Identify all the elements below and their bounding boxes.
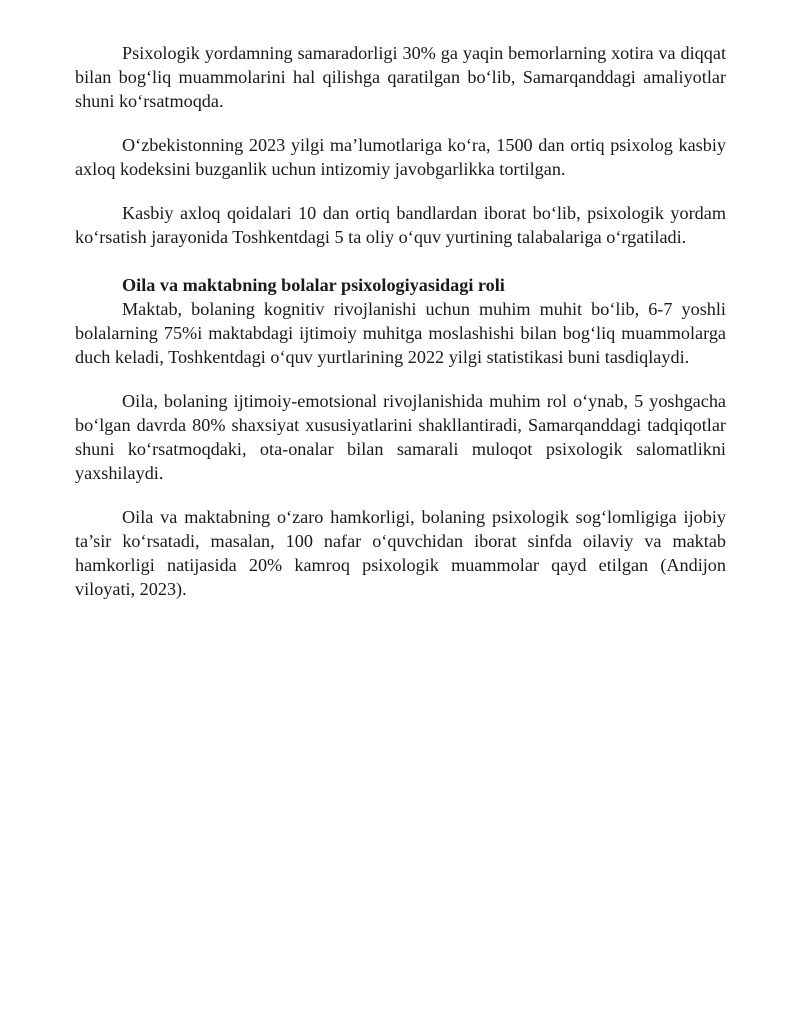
section-heading: Oila va maktabning bolalar psixologiyasidagi roli	[122, 275, 505, 295]
paragraph-ethics-violations-2023: O‘zbekistonning 2023 yilgi ma’lumotlariga ko‘ra, 1500 dan ortiq psixolog kasbiy axloq kodeksini buzganlik uchun intizomiy javobgarlikka tortilgan.	[75, 135, 726, 179]
paragraph-family-school-cooperation: Oila va maktabning o‘zaro hamkorligi, bolaning psixologik sog‘lomligiga ijobiy ta’sir ko‘rsatadi, masalan, 100 nafar o‘quvchidan iborat sinfda oilaviy va maktab hamkorligi natijasida 20% kamroq psixologik muammolar qayd etilgan (Andijon viloyati, 2023).	[75, 507, 726, 599]
document-page	[75, 41, 726, 621]
paragraph-family-role: Oila, bolaning ijtimoiy-emotsional rivojlanishida muhim rol o‘ynab, 5 yoshgacha bo‘lgan davrda 80% shaxsiyat xususiyatlarini shakllantiradi, Samarqanddagi tadqiqotlar shuni ko‘rsatmoqdaki, ota-onalar bilan samarali muloqot psixologik salomatlikni yaxshilaydi.	[75, 391, 726, 483]
paragraph-psychological-help-effectiveness: Psixologik yordamning samaradorligi 30% ga yaqin bemorlarning xotira va diqqat bilan bog‘liq muammolarini hal qilishga qaratilgan bo‘lib, Samarqanddagi amaliyotlar shuni ko‘rsatmoqda.	[75, 43, 726, 111]
paragraph-school-role: Maktab, bolaning kognitiv rivojlanishi uchun muhim muhit bo‘lib, 6-7 yoshli bolalarning 75%i maktabdagi ijtimoiy muhitga moslashishi bilan bog‘liq muammolarga duch keladi, Toshkentdagi o‘quv yurtlarining 2022 yilgi statistikasi buni tasdiqlaydi.	[75, 299, 726, 367]
paragraph-ethics-rules-teaching: Kasbiy axloq qoidalari 10 dan ortiq bandlardan iborat bo‘lib, psixologik yordam ko‘rsatish jarayonida Toshkentdagi 5 ta oliy o‘quv yurtining talabalariga o‘rgatiladi.	[75, 203, 726, 247]
